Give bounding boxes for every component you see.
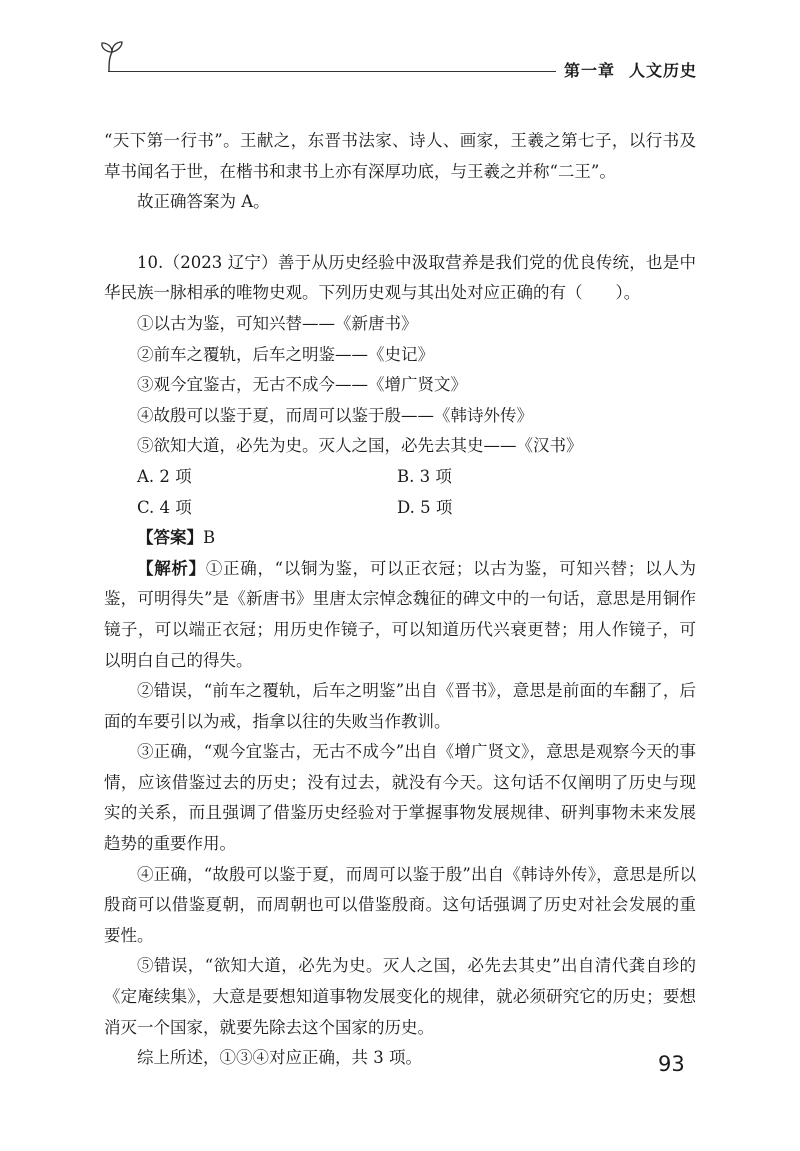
question-item-2: ②前车之覆轨，后车之明鉴——《史记》: [137, 344, 434, 364]
option-d: D. 5 项: [397, 497, 453, 517]
question-item-4: ④故殷可以鉴于夏，而周可以鉴于殷——《韩诗外传》: [137, 405, 533, 425]
question-item-5: ⑤欲知大道，必先为史。灭人之国，必先去其史——《汉书》: [137, 436, 583, 456]
chapter-heading: [564, 58, 697, 81]
answer-line: [104, 523, 696, 554]
options-row-1: [104, 462, 696, 493]
page-header: [0, 0, 800, 100]
question-stem: 10.（2023 辽宁）善于从历史经验中汲取营养是我们党的优良传统，也是中华民族一脉相承的唯物史观。下列历史观与其出处对应正确的有（ ）。: [104, 252, 696, 303]
chapter-title: 人文历史: [629, 61, 698, 80]
analysis-summary: 综上所述，①③④对应正确，共 3 项。: [137, 1048, 422, 1068]
intro-answer: 故正确答案为 A。: [137, 192, 270, 212]
page-body: [104, 126, 696, 1074]
options-row-2: [104, 493, 696, 524]
analysis-paragraph-4: ④正确，“故殷可以鉴于夏，而周可以鉴于殷”出自《韩诗外传》，意思是所以殷商可以借鉴夏朝，而周朝也可以借鉴殷商。这句话强调了历史对社会发展的重要性。: [104, 864, 696, 945]
option-a: A. 2 项: [137, 466, 192, 486]
analysis-label: 【解析】: [137, 558, 206, 578]
option-c: C. 4 项: [137, 497, 192, 517]
analysis-paragraph-2: ②错误，“前车之覆轨，后车之明鉴”出自《晋书》，意思是前面的车翻了，后面的车要引以为戒，指拿以往的失败当作教训。: [104, 681, 696, 731]
analysis-text-1: ①正确，“以铜为鉴，可以正衣冠；以古为鉴，可知兴替；以人为鉴，可明得失”是《新唐书》里唐太宗悼念魏征的碑文中的一句话，意思是用铜作镜子，可以端正衣冠；用历史作镜子，可以知道历代兴衰更替；用人作镜子，可以明白自己的得失。: [104, 558, 697, 670]
sprout-icon: [100, 38, 128, 74]
question-item-1: ①以古为鉴，可知兴替——《新唐书》: [137, 313, 418, 333]
analysis-paragraph-3: ③正确，“观今宜鉴古，无古不成今”出自《增广贤文》，意思是观察今天的事情，应该借鉴过去的历史；没有过去，就没有今天。这句话不仅阐明了历史与现实的关系，而且强调了借鉴历史经验对于掌握事物发展规律、研判事物未来发展趋势的重要作用。: [104, 742, 696, 854]
chapter-number: 第一章: [564, 61, 616, 80]
option-b: B. 3 项: [397, 466, 452, 486]
answer-value: B: [203, 528, 216, 548]
page-number: 93: [658, 1052, 685, 1076]
intro-paragraph: “天下第一行书”。王献之，东晋书法家、诗人、画家，王羲之第七子，以行书及草书闻名于世，在楷书和隶书上亦有深厚功底，与王羲之并称“二王”。: [104, 131, 696, 181]
analysis-paragraph-5: ⑤错误，“欲知大道，必先为史。灭人之国，必先去其史”出自清代龚自珍的《定庵续集》，大意是要想知道事物发展变化的规律，就必须研究它的历史；要想消灭一个国家，就要先除去这个国家的历史。: [104, 956, 696, 1037]
header-rule: [108, 71, 556, 72]
answer-label: 【答案】: [137, 528, 203, 548]
analysis-paragraph-1: [104, 554, 696, 676]
question-item-3: ③观今宜鉴古，无古不成今——《增广贤文》: [137, 375, 467, 395]
